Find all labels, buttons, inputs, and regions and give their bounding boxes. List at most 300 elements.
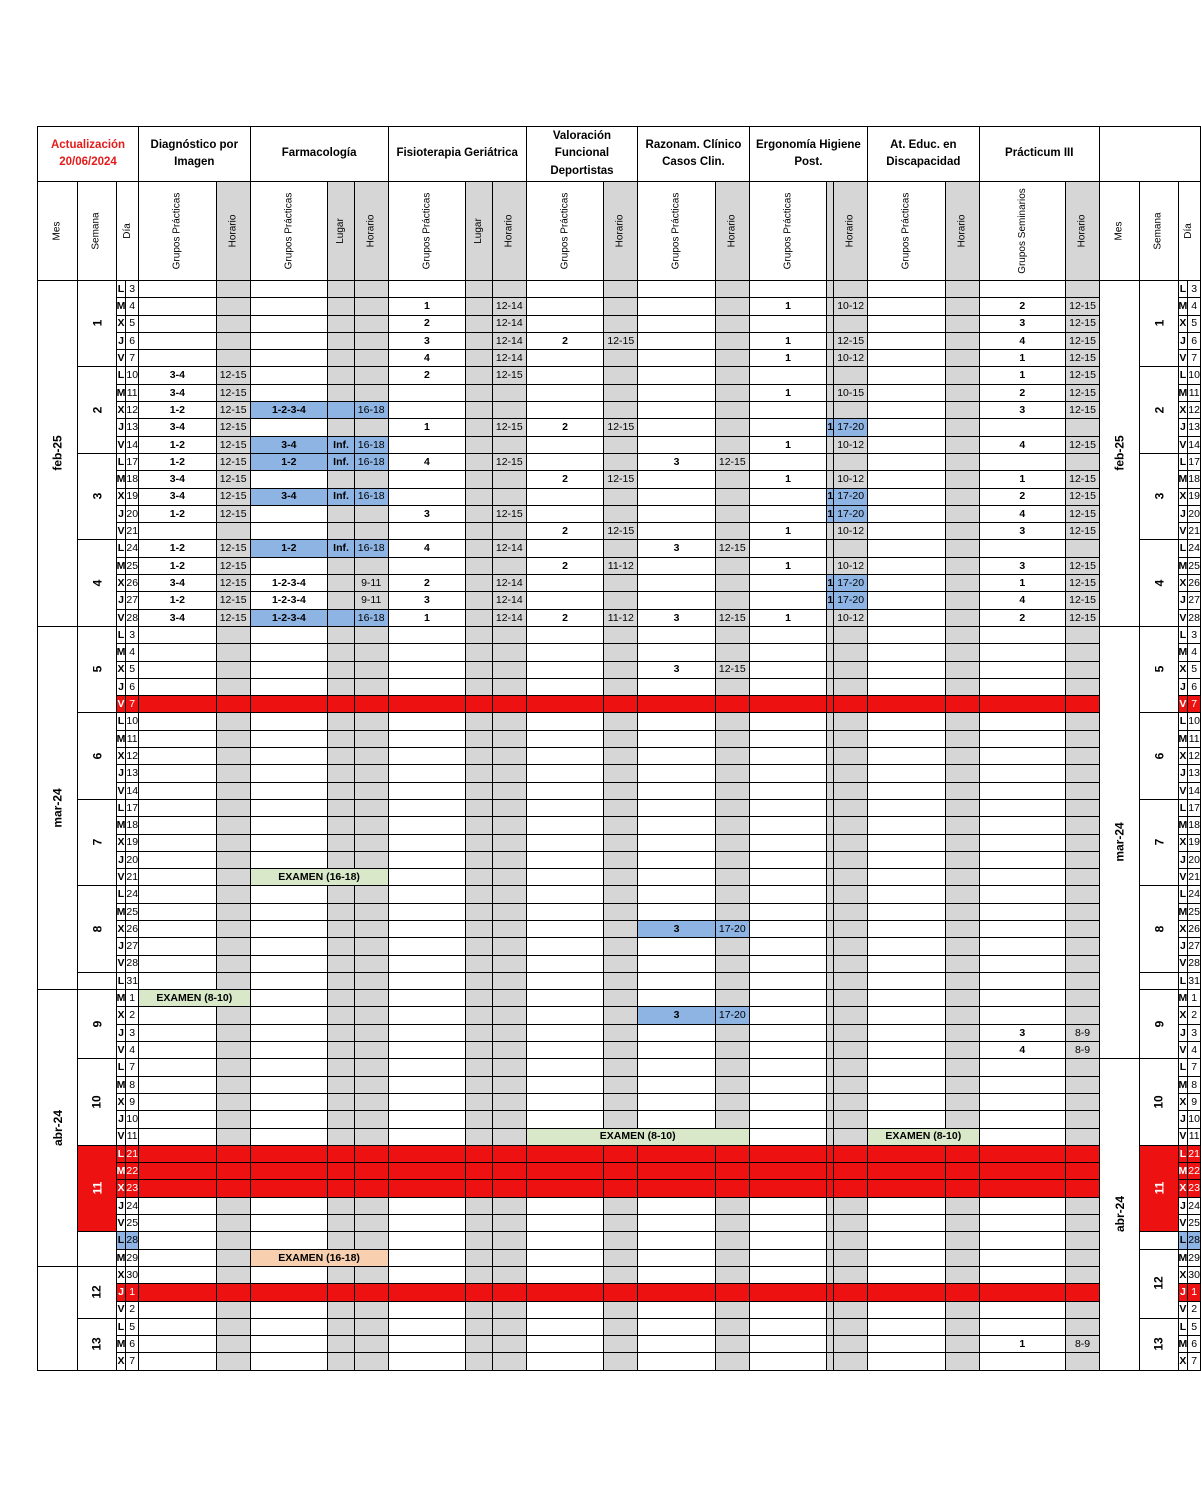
table-row (38, 1353, 1201, 1370)
schedule-cell (834, 1007, 868, 1024)
schedule-cell: 11-12 (604, 557, 638, 574)
schedule-cell (945, 990, 979, 1007)
schedule-cell: 12-15 (715, 661, 749, 678)
schedule-cell (466, 955, 493, 972)
month-label: feb-25 (50, 435, 65, 471)
schedule-cell (1066, 1163, 1100, 1180)
schedule-cell (328, 1301, 355, 1318)
table-row (38, 799, 1201, 816)
schedule-cell (492, 886, 526, 903)
schedule-cell (749, 540, 827, 557)
schedule-cell (834, 1284, 868, 1301)
schedule-cell (715, 471, 749, 488)
schedule-cell (715, 817, 749, 834)
day-number: 29 (126, 1249, 139, 1266)
day-letter: M (116, 730, 126, 747)
day-number-right: 5 (1188, 1318, 1201, 1335)
schedule-cell (250, 350, 328, 367)
schedule-cell (715, 592, 749, 609)
schedule-cell (638, 678, 716, 695)
sub-col-header-label: Grupos Prácticas (171, 192, 183, 270)
schedule-cell (827, 678, 834, 695)
schedule-cell: 12-15 (715, 453, 749, 470)
day-number: 1 (126, 1284, 139, 1301)
week-cell (78, 990, 116, 1059)
schedule-cell (466, 748, 493, 765)
schedule-cell (945, 1076, 979, 1093)
schedule-cell (354, 1353, 388, 1370)
schedule-cell (354, 644, 388, 661)
day-letter-right: L (1178, 1232, 1188, 1249)
schedule-cell (492, 1215, 526, 1232)
day-letter: L (116, 972, 126, 989)
day-letter: J (116, 592, 126, 609)
schedule-cell (715, 938, 749, 955)
schedule-cell (388, 1093, 466, 1110)
schedule-cell (328, 575, 355, 592)
schedule-cell (388, 661, 466, 678)
schedule-cell (492, 920, 526, 937)
day-letter-right: J (1178, 1024, 1188, 1041)
day-letter-right: M (1178, 471, 1188, 488)
schedule-cell (604, 851, 638, 868)
schedule-cell (526, 765, 604, 782)
day-letter: V (116, 1128, 126, 1145)
schedule-cell (492, 1266, 526, 1283)
schedule-cell (945, 765, 979, 782)
schedule-cell: 12-15 (1066, 505, 1100, 522)
schedule-cell (328, 938, 355, 955)
schedule-cell (139, 1007, 217, 1024)
week-cell (1140, 990, 1178, 1059)
schedule-cell (354, 713, 388, 730)
table-row (38, 920, 1201, 937)
schedule-cell (526, 1180, 604, 1197)
schedule-cell (979, 730, 1066, 747)
day-letter: M (116, 1163, 126, 1180)
schedule-cell (526, 678, 604, 695)
day-letter: J (116, 332, 126, 349)
schedule-cell: 2 (526, 557, 604, 574)
schedule-cell (979, 1232, 1066, 1249)
day-number-right: 7 (1188, 1353, 1201, 1370)
schedule-cell (139, 903, 217, 920)
schedule-cell (749, 1232, 827, 1249)
sub-col-header-label: Horario (956, 214, 968, 248)
schedule-cell: 10-12 (834, 609, 868, 626)
day-number-right: 28 (1188, 1232, 1201, 1249)
day-letter-right: X (1178, 488, 1188, 505)
schedule-cell: 2 (979, 609, 1066, 626)
schedule-cell (749, 505, 827, 522)
schedule-cell (216, 1266, 250, 1283)
day-number: 21 (126, 523, 139, 540)
schedule-cell (638, 1042, 716, 1059)
day-letter: X (116, 1266, 126, 1283)
schedule-cell (466, 367, 493, 384)
schedule-cell (139, 315, 217, 332)
schedule-cell: 12-15 (1066, 575, 1100, 592)
schedule-cell (868, 609, 946, 626)
schedule-cell (715, 315, 749, 332)
day-number: 5 (126, 1318, 139, 1335)
schedule-cell (354, 350, 388, 367)
schedule-cell (526, 1163, 604, 1180)
schedule-cell (979, 834, 1066, 851)
schedule-cell (715, 505, 749, 522)
schedule-cell (868, 1284, 946, 1301)
schedule-cell (638, 332, 716, 349)
schedule-cell (354, 990, 388, 1007)
week-label: 7 (1151, 839, 1166, 846)
schedule-cell (216, 730, 250, 747)
schedule-cell (945, 644, 979, 661)
schedule-cell (328, 1093, 355, 1110)
schedule-cell (388, 817, 466, 834)
schedule-cell (868, 1163, 946, 1180)
schedule-cell: 1 (749, 298, 827, 315)
schedule-cell (466, 1284, 493, 1301)
schedule-cell (328, 1353, 355, 1370)
schedule-cell (388, 402, 466, 419)
schedule-cell (827, 402, 834, 419)
schedule-cell (749, 1353, 827, 1370)
schedule-cell (868, 990, 946, 1007)
schedule-cell: 10-12 (834, 523, 868, 540)
schedule-cell (250, 903, 328, 920)
day-number: 21 (126, 869, 139, 886)
day-number-right: 7 (1188, 696, 1201, 713)
schedule-cell (250, 1215, 328, 1232)
schedule-cell (749, 851, 827, 868)
schedule-cell (466, 609, 493, 626)
schedule-cell (1066, 661, 1100, 678)
schedule-cell (328, 799, 355, 816)
day-number: 31 (126, 972, 139, 989)
schedule-cell (749, 1111, 827, 1128)
schedule-cell (328, 402, 355, 419)
table-row (38, 1076, 1201, 1093)
schedule-cell (945, 1266, 979, 1283)
schedule-cell (749, 281, 827, 298)
schedule-cell (250, 1353, 328, 1370)
schedule-cell (868, 281, 946, 298)
schedule-cell (216, 1093, 250, 1110)
sub-col-header (604, 182, 638, 281)
schedule-cell (604, 730, 638, 747)
day-number-right: 20 (1188, 505, 1201, 522)
table-row (38, 281, 1201, 298)
day-number-right: 29 (1188, 1249, 1201, 1266)
schedule-cell: Inf. (328, 453, 355, 470)
schedule-cell (945, 955, 979, 972)
schedule-cell (979, 419, 1066, 436)
schedule-cell (466, 315, 493, 332)
schedule-cell: 12-14 (492, 298, 526, 315)
schedule-cell: 4 (979, 436, 1066, 453)
schedule-cell: 12-15 (604, 471, 638, 488)
exam-label: EXAMEN (8-10) (868, 1128, 980, 1145)
schedule-cell (328, 1266, 355, 1283)
table-row (38, 938, 1201, 955)
schedule-cell (328, 626, 355, 643)
schedule-cell (749, 1007, 827, 1024)
schedule-cell (328, 661, 355, 678)
mes-col-header-right (1099, 182, 1139, 281)
schedule-cell (715, 955, 749, 972)
schedule-cell (1066, 1007, 1100, 1024)
schedule-cell (492, 281, 526, 298)
schedule-cell: 12-15 (216, 384, 250, 401)
schedule-cell (139, 1059, 217, 1076)
schedule-cell (139, 730, 217, 747)
schedule-cell: 3-4 (250, 488, 328, 505)
sub-col-header-label: Horario (227, 214, 239, 248)
day-letter-right: X (1178, 1353, 1188, 1370)
schedule-cell (354, 315, 388, 332)
day-number: 5 (126, 661, 139, 678)
schedule-cell (216, 869, 250, 886)
schedule-cell (868, 592, 946, 609)
schedule-cell (388, 1318, 466, 1335)
schedule-cell (250, 990, 328, 1007)
day-number-right: 27 (1188, 592, 1201, 609)
schedule-cell (388, 1042, 466, 1059)
day-number-right: 3 (1188, 281, 1201, 298)
schedule-cell (1066, 748, 1100, 765)
schedule-cell (526, 575, 604, 592)
schedule-cell: 8-9 (1066, 1042, 1100, 1059)
day-letter-right: L (1178, 626, 1188, 643)
schedule-cell (834, 851, 868, 868)
sub-col-header (827, 182, 834, 281)
day-letter-right: J (1178, 592, 1188, 609)
table-row (38, 851, 1201, 868)
month-cell (38, 626, 78, 989)
schedule-cell (466, 972, 493, 989)
schedule-cell (638, 436, 716, 453)
schedule-cell (715, 1042, 749, 1059)
schedule-cell: 1 (749, 523, 827, 540)
schedule-cell (139, 886, 217, 903)
schedule-cell (979, 972, 1066, 989)
schedule-cell (328, 1163, 355, 1180)
table-row (38, 1024, 1201, 1041)
schedule-cell (715, 1284, 749, 1301)
schedule-cell (328, 1180, 355, 1197)
month-label: abr-24 (1112, 1196, 1127, 1233)
schedule-cell (354, 1215, 388, 1232)
day-letter: X (116, 488, 126, 505)
sub-col-header-label: Lugar (335, 218, 347, 244)
day-letter-right: V (1178, 1042, 1188, 1059)
schedule-cell (715, 332, 749, 349)
week-label: 5 (89, 666, 104, 673)
schedule-cell (139, 765, 217, 782)
schedule-cell (868, 696, 946, 713)
schedule-cell (526, 540, 604, 557)
schedule-cell (945, 851, 979, 868)
schedule-cell (868, 626, 946, 643)
day-letter: X (116, 748, 126, 765)
schedule-cell (388, 920, 466, 937)
schedule-cell: 3-4 (139, 575, 217, 592)
schedule-cell (604, 1336, 638, 1353)
mes-col-header (38, 182, 78, 281)
schedule-cell (979, 713, 1066, 730)
update-date: 20/06/2024 (59, 156, 117, 168)
schedule-cell (1066, 972, 1100, 989)
day-letter: J (116, 505, 126, 522)
schedule-cell (638, 350, 716, 367)
day-number-right: 24 (1188, 1197, 1201, 1214)
schedule-cell (868, 799, 946, 816)
schedule-cell: 12-15 (1066, 315, 1100, 332)
schedule-cell (328, 367, 355, 384)
day-letter-right: X (1178, 1093, 1188, 1110)
schedule-cell (328, 972, 355, 989)
schedule-cell (827, 869, 834, 886)
schedule-cell (834, 1180, 868, 1197)
schedule-cell (1066, 886, 1100, 903)
schedule-cell (466, 298, 493, 315)
schedule-cell (715, 903, 749, 920)
dia-col-header-label: Día (121, 223, 133, 239)
day-number-right: 2 (1188, 1007, 1201, 1024)
day-number: 13 (126, 419, 139, 436)
schedule-cell (354, 298, 388, 315)
schedule-cell (526, 869, 604, 886)
schedule-cell (604, 281, 638, 298)
schedule-cell (328, 1215, 355, 1232)
schedule-cell (388, 1128, 466, 1145)
schedule-cell (868, 1249, 946, 1266)
schedule-cell (945, 972, 979, 989)
day-letter-right: J (1178, 851, 1188, 868)
day-number-right: 5 (1188, 315, 1201, 332)
table-row (38, 644, 1201, 661)
table-row (38, 696, 1201, 713)
semana-col-header-right-label: Semana (1152, 212, 1164, 250)
schedule-cell: 1-2 (139, 557, 217, 574)
week-cell (1140, 540, 1178, 626)
schedule-cell (749, 1093, 827, 1110)
schedule-cell (945, 523, 979, 540)
schedule-cell (638, 972, 716, 989)
schedule-cell: 3 (979, 402, 1066, 419)
schedule-cell (868, 730, 946, 747)
day-number: 18 (126, 817, 139, 834)
day-letter: M (116, 298, 126, 315)
schedule-cell (216, 1215, 250, 1232)
schedule-cell (604, 1249, 638, 1266)
schedule-cell (979, 1266, 1066, 1283)
schedule-cell (328, 523, 355, 540)
schedule-cell (945, 402, 979, 419)
schedule-cell (749, 938, 827, 955)
schedule-cell (250, 834, 328, 851)
day-number-right: 25 (1188, 1215, 1201, 1232)
schedule-cell (492, 799, 526, 816)
day-number: 19 (126, 834, 139, 851)
schedule-cell (328, 1007, 355, 1024)
schedule-cell (979, 1353, 1066, 1370)
schedule-cell (328, 592, 355, 609)
day-letter-right: J (1178, 938, 1188, 955)
schedule-cell (827, 1024, 834, 1041)
week-label: 4 (1151, 579, 1166, 587)
day-number: 6 (126, 678, 139, 695)
day-letter: M (116, 990, 126, 1007)
schedule-cell (354, 367, 388, 384)
schedule-cell (979, 1318, 1066, 1335)
schedule-cell (250, 419, 328, 436)
schedule-cell (250, 1042, 328, 1059)
day-letter: L (116, 453, 126, 470)
schedule-cell (250, 384, 328, 401)
schedule-cell (945, 419, 979, 436)
schedule-cell (638, 1163, 716, 1180)
schedule-cell: 1-2 (250, 453, 328, 470)
schedule-cell (250, 955, 328, 972)
schedule-cell (604, 1007, 638, 1024)
schedule-cell (638, 557, 716, 574)
schedule-cell (638, 592, 716, 609)
schedule-cell (827, 713, 834, 730)
schedule-cell (216, 920, 250, 937)
schedule-cell (388, 1145, 466, 1162)
schedule-cell (834, 661, 868, 678)
schedule-cell (492, 626, 526, 643)
week-label: 6 (1151, 752, 1166, 760)
update-label: Actualización (50, 138, 126, 151)
schedule-cell (216, 799, 250, 816)
schedule-cell (638, 315, 716, 332)
schedule-cell (945, 903, 979, 920)
sub-col-header-label: Lugar (473, 218, 485, 244)
schedule-cell (354, 817, 388, 834)
day-letter-right: J (1178, 505, 1188, 522)
schedule-cell: 12-15 (715, 609, 749, 626)
schedule-cell (526, 748, 604, 765)
schedule-cell (945, 1318, 979, 1335)
table-row (38, 972, 1201, 989)
day-number-right: 4 (1188, 298, 1201, 315)
schedule-cell (216, 903, 250, 920)
table-row (38, 1197, 1201, 1214)
day-number-right: 13 (1188, 419, 1201, 436)
schedule-cell (526, 402, 604, 419)
schedule-cell (1066, 955, 1100, 972)
day-number-right: 6 (1188, 332, 1201, 349)
schedule-cell (979, 1163, 1066, 1180)
schedule-cell (827, 471, 834, 488)
schedule-cell: 3 (979, 557, 1066, 574)
schedule-cell (139, 1128, 217, 1145)
schedule-cell (827, 990, 834, 1007)
day-letter: X (116, 575, 126, 592)
schedule-cell (604, 869, 638, 886)
schedule-cell (749, 713, 827, 730)
schedule-cell (604, 575, 638, 592)
schedule-cell (638, 1180, 716, 1197)
schedule-cell (715, 281, 749, 298)
schedule-cell (466, 1249, 493, 1266)
schedule-cell (749, 1163, 827, 1180)
schedule-cell (354, 920, 388, 937)
week-label: 9 (89, 1020, 104, 1028)
schedule-cell (216, 1353, 250, 1370)
